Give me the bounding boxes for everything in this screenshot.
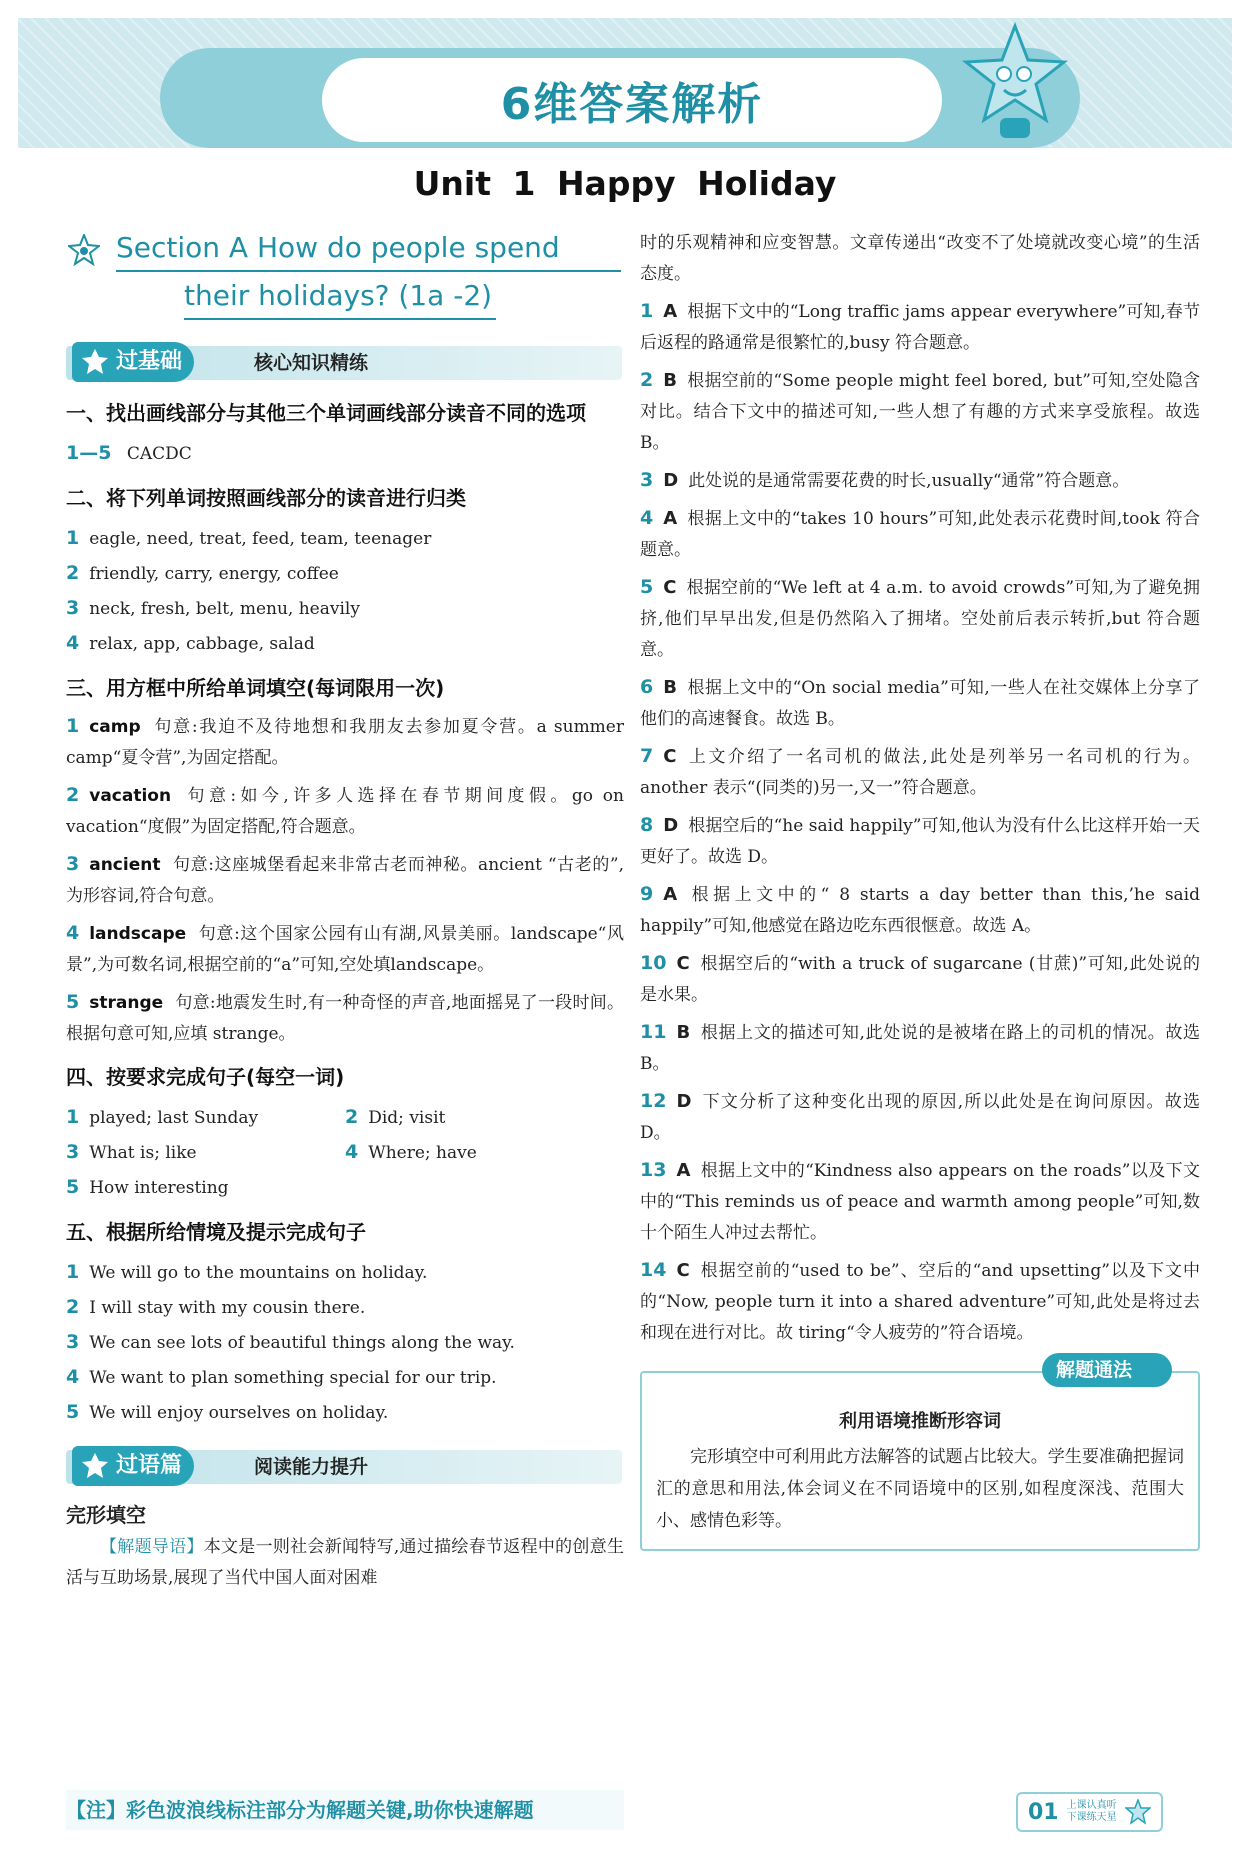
- cloze-guide: [66, 1532, 624, 1594]
- item-text: 根据下文中的“Long traffic jams appear everywhere”可知,春节后返程的路通常是很繁忙的,busy 符合题意。: [640, 302, 1200, 353]
- banner-reading: [66, 1444, 624, 1490]
- cloze-title: 完形填空: [66, 1503, 146, 1527]
- list-item: [640, 503, 1200, 566]
- q5-list: [66, 1255, 624, 1430]
- answer-letter: B: [663, 370, 677, 391]
- star-badge-icon: [68, 234, 100, 266]
- item-text: 此处说的是通常需要花费的时长,usually“通常”符合题意。: [688, 471, 1130, 491]
- keyword: vacation: [89, 786, 172, 806]
- list-item: [66, 780, 624, 843]
- question-heading: 三、用方框中所给单词填空(每词限用一次): [66, 676, 445, 700]
- item-number: 4: [640, 507, 654, 529]
- item-text: 句意:这个国家公园有山有湖,风景美丽。landscape“风景”,为可数名词,根据空前的“a”可知,空处填landscape。: [66, 924, 624, 975]
- item-text: 句意:这座城堡看起来非常古老而神秘。ancient “古老的”,为形容词,符合句意。: [66, 855, 624, 906]
- item-text: We want to plan something special for our trip.: [89, 1368, 497, 1388]
- item-number: 9: [640, 883, 654, 905]
- answer-letter: D: [663, 815, 679, 836]
- list-item: [345, 1135, 624, 1170]
- banner-tag: [72, 1446, 194, 1486]
- keyword: strange: [89, 993, 164, 1013]
- list-item: [66, 1360, 624, 1395]
- item-number: 11: [640, 1021, 667, 1043]
- item-number: 4: [345, 1141, 359, 1163]
- item-number: 3: [66, 1331, 80, 1353]
- list-item: [345, 1100, 624, 1135]
- banner-subtitle: 核心知识精练: [254, 352, 369, 374]
- item-number: 6: [640, 676, 654, 698]
- list-item: [66, 1395, 624, 1430]
- item-number: 2: [66, 784, 80, 806]
- item-number: 5: [66, 1176, 80, 1198]
- list-item: [66, 1135, 345, 1170]
- list-item: [640, 1086, 1200, 1149]
- question-heading: 二、将下列单词按照画线部分的读音进行归类: [66, 486, 466, 510]
- item-text: We will enjoy ourselves on holiday.: [89, 1403, 389, 1423]
- item-text: played; last Sunday: [89, 1108, 259, 1128]
- item-number: 12: [640, 1090, 667, 1112]
- left-column: [66, 228, 624, 1594]
- item-text: 根据上文的描述可知,此处说的是被堵在路上的司机的情况。故选 B。: [640, 1023, 1200, 1074]
- item-text: relax, app, cabbage, salad: [89, 634, 315, 654]
- list-item: [66, 521, 624, 556]
- star-mascot-icon: [1125, 1799, 1151, 1825]
- question-heading: 一、找出画线部分与其他三个单词画线部分读音不同的选项: [66, 401, 586, 425]
- answer-letter: D: [676, 1091, 692, 1112]
- item-number: 1: [66, 1261, 80, 1283]
- item-text: eagle, need, treat, feed, team, teenager: [89, 529, 432, 549]
- page-slogan: [1067, 1800, 1117, 1824]
- right-column: [640, 228, 1200, 1551]
- item-text: 根据空后的“he said happily”可知,他认为没有什么比这样开始一天更好了。故选 D。: [640, 816, 1200, 867]
- list-item: [66, 849, 624, 912]
- answer-letter: B: [676, 1022, 691, 1043]
- item-number: 1: [66, 527, 80, 549]
- guide-text: 本文是一则社会新闻特写,通过描绘春节返程中的创意生活与互助场景,展现了当代中国人面对困难: [66, 1537, 624, 1588]
- item-text: 句意:我迫不及待地想和我朋友去参加夏令营。a summer camp“夏令营”,为固定搭配。: [66, 717, 624, 768]
- item-text: How interesting: [89, 1178, 229, 1198]
- answer-letter: C: [663, 577, 677, 598]
- section-title-line2: their holidays? (1a -2): [184, 276, 496, 320]
- list-item: [66, 591, 624, 626]
- item-number: 2: [640, 369, 654, 391]
- list-item: [640, 572, 1200, 666]
- list-item: [66, 626, 624, 661]
- unit-title: Unit 1 Happy Holiday: [413, 164, 837, 203]
- list-item: [640, 1017, 1200, 1080]
- tips-body: 完形填空中可利用此方法解答的试题占比较大。学生要准确把握词汇的意思和用法,体会词义在不同语境中的区别,如程度深浅、范围大小、感情色彩等。: [656, 1447, 1184, 1531]
- item-number: 7: [640, 745, 654, 767]
- header-title: 6维答案解析: [500, 79, 764, 130]
- slogan-line2: 下课练天星: [1066, 1812, 1117, 1823]
- item-text: 上文介绍了一名司机的做法,此处是列举另一名司机的行为。another 表示“(同类的)另一,又一”符合题意。: [640, 747, 1200, 798]
- list-item: [640, 810, 1200, 873]
- list-item: [66, 1255, 624, 1290]
- section-title-line1: Section A How do people spend: [116, 228, 621, 272]
- item-text: 句意:地震发生时,有一种奇怪的声音,地面摇晃了一段时间。根据句意可知,应填 strange。: [66, 993, 624, 1044]
- item-text: neck, fresh, belt, menu, heavily: [89, 599, 360, 619]
- section-title: [66, 228, 624, 326]
- item-number: 1: [640, 300, 654, 322]
- footer-note: 【注】彩色波浪线标注部分为解题关键,助你快速解题: [66, 1790, 624, 1830]
- item-number: 14: [640, 1259, 667, 1281]
- item-text: 根据上文中的“ 8 starts a day better than this,’he said happily”可知,他感觉在路边吃东西很惬意。故选 A。: [640, 885, 1200, 936]
- item-number: 1—5: [66, 442, 112, 464]
- item-text: 根据空前的“used to be”、空后的“and upsetting”以及下文中的“Now, people turn it into a shared adventure”可知,此处是将过去和现在进行对比。故 tiring“令人疲劳的”符合语境。: [640, 1261, 1200, 1343]
- star-mascot-icon: [960, 22, 1070, 142]
- list-item: [640, 1155, 1200, 1249]
- mascot-icon: [80, 1452, 110, 1480]
- item-number: 10: [640, 952, 667, 974]
- item-number: 2: [345, 1106, 359, 1128]
- list-item: [66, 1170, 624, 1205]
- list-item: [66, 1100, 345, 1135]
- answer-text: CACDC: [126, 444, 192, 464]
- guide-continuation: 时的乐观精神和应变智慧。文章传递出“改变不了处境就改变心境”的生活态度。: [640, 233, 1200, 284]
- banner-subtitle: 阅读能力提升: [254, 1456, 369, 1478]
- cloze-answers: [640, 296, 1200, 1349]
- item-number: 13: [640, 1159, 667, 1181]
- banner-tag-label: 过基础: [116, 349, 183, 374]
- item-number: 1: [66, 715, 80, 737]
- item-text: 下文分析了这种变化出现的原因,所以此处是在询问原因。故选 D。: [640, 1092, 1200, 1143]
- item-number: 2: [66, 562, 80, 584]
- list-item: [640, 465, 1200, 497]
- item-text: What is; like: [89, 1143, 197, 1163]
- answer-letter: A: [663, 508, 678, 529]
- banner-tag: [72, 342, 194, 382]
- item-number: 3: [66, 853, 80, 875]
- list-item: [66, 918, 624, 981]
- mascot-icon: [80, 348, 110, 376]
- list-item: [640, 741, 1200, 804]
- answer-line: [66, 436, 624, 471]
- item-text: We can see lots of beautiful things along the way.: [89, 1333, 515, 1353]
- tips-tag: 解题通法: [1042, 1353, 1172, 1387]
- item-text: 根据上文中的“Kindness also appears on the roads”以及下文中的“This reminds us of peace and warmth among people”可知,数十个陌生人冲过去帮忙。: [640, 1161, 1200, 1243]
- item-number: 2: [66, 1296, 80, 1318]
- tips-box: [640, 1359, 1200, 1551]
- item-number: 4: [66, 1366, 80, 1388]
- q2-list: [66, 521, 624, 661]
- keyword: camp: [89, 717, 141, 737]
- item-text: Where; have: [368, 1143, 477, 1163]
- list-item: [66, 711, 624, 774]
- answer-letter: C: [663, 746, 677, 767]
- item-number: 1: [66, 1106, 80, 1128]
- keyword: ancient: [89, 855, 161, 875]
- item-text: 根据空前的“Some people might feel bored, but”可知,空处隐含对比。结合下文中的描述可知,一些人想了有趣的方式来享受旅程。故选 B。: [640, 371, 1200, 453]
- list-row: [66, 1135, 624, 1170]
- item-number: 3: [640, 469, 654, 491]
- item-text: We will go to the mountains on holiday.: [89, 1263, 428, 1283]
- item-text: 根据空后的“with a truck of sugarcane (甘蔗)”可知,此处说的是水果。: [640, 954, 1200, 1005]
- page-number-badge: [1016, 1792, 1163, 1832]
- item-text: I will stay with my cousin there.: [89, 1298, 366, 1318]
- item-number: 5: [66, 1401, 80, 1423]
- answer-letter: C: [676, 953, 690, 974]
- list-item: [66, 556, 624, 591]
- guide-tag: 【解题导语】: [100, 1537, 204, 1557]
- tips-title: 利用语境推断形容词: [839, 1411, 1001, 1432]
- item-number: 5: [66, 991, 80, 1013]
- item-text: 根据上文中的“On social media”可知,一些人在社交媒体上分享了他们的高速餐食。故选 B。: [640, 678, 1200, 729]
- page-number: 01: [1028, 1799, 1059, 1825]
- question-heading: 四、按要求完成句子(每空一词): [66, 1065, 345, 1089]
- item-text: 根据上文中的“takes 10 hours”可知,此处表示花费时间,took 符合题意。: [640, 509, 1200, 560]
- answer-letter: B: [663, 677, 677, 698]
- list-item: [640, 365, 1200, 459]
- banner-basics: [66, 340, 624, 386]
- list-item: [66, 987, 624, 1050]
- list-item: [66, 1325, 624, 1360]
- answer-letter: A: [663, 884, 678, 905]
- banner-tag-label: 过语篇: [116, 1453, 183, 1478]
- list-item: [66, 1290, 624, 1325]
- answer-letter: C: [676, 1260, 690, 1281]
- question-heading: 五、根据所给情境及提示完成句子: [66, 1220, 366, 1244]
- list-row: [66, 1100, 624, 1135]
- list-item: [640, 296, 1200, 359]
- answer-letter: A: [676, 1160, 691, 1181]
- item-number: 4: [66, 632, 80, 654]
- answer-letter: D: [663, 470, 679, 491]
- item-number: 8: [640, 814, 654, 836]
- list-item: [640, 948, 1200, 1011]
- header-title-box: [322, 58, 942, 142]
- item-text: 句意:如今,许多人选择在春节期间度假。go on vacation“度假”为固定搭配,符合题意。: [66, 786, 624, 837]
- list-item: [640, 672, 1200, 735]
- item-number: 3: [66, 1141, 80, 1163]
- keyword: landscape: [89, 924, 187, 944]
- item-number: 3: [66, 597, 80, 619]
- item-text: Did; visit: [368, 1108, 446, 1128]
- list-item: [640, 879, 1200, 942]
- item-text: 根据空前的“We left at 4 a.m. to avoid crowds”可知,为了避免拥挤,他们早早出发,但是仍然陷入了拥堵。空处前后表示转折,but 符合题意。: [640, 578, 1200, 660]
- q3-list: [66, 711, 624, 1050]
- item-number: 5: [640, 576, 654, 598]
- list-item: [640, 1255, 1200, 1349]
- answer-letter: A: [663, 301, 678, 322]
- item-number: 4: [66, 922, 80, 944]
- q4-list: [66, 1100, 624, 1205]
- item-text: friendly, carry, energy, coffee: [89, 564, 339, 584]
- slogan-line1: 上课认真听: [1066, 1800, 1117, 1811]
